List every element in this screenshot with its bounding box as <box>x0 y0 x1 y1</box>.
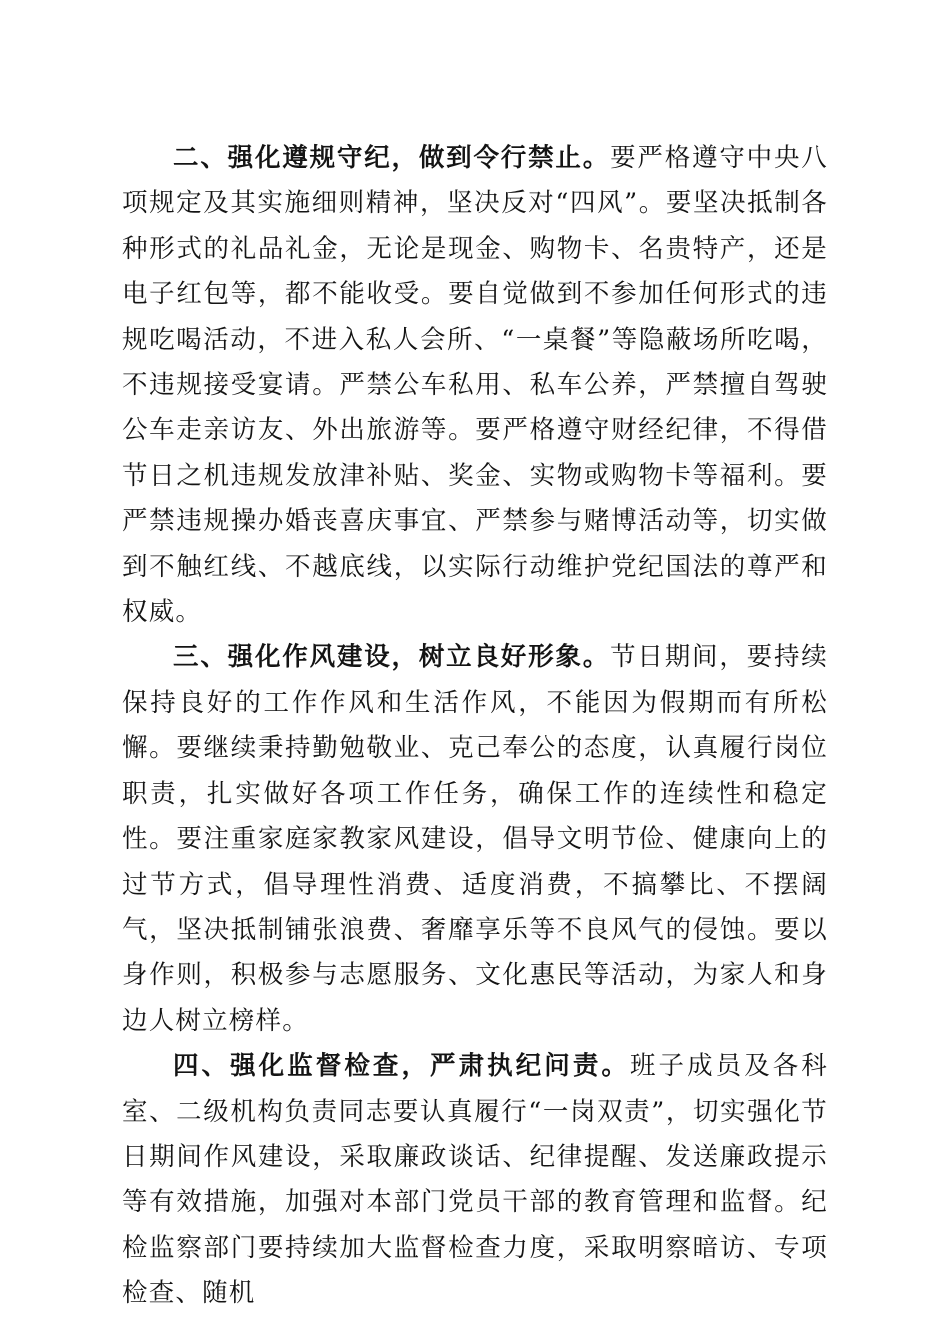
paragraph-supervision <box>122 1044 828 1316</box>
paragraph-heading: 二、强化遵规守纪，做到令行禁止。 <box>173 143 611 173</box>
document-body <box>122 136 828 1317</box>
paragraph-heading: 四、强化监督检查，严肃执纪问责。 <box>173 1051 630 1082</box>
paragraph-conduct <box>122 635 828 1044</box>
paragraph-text: 要严格遵守中央八项规定及其实施细则精神，坚决反对“四风”。要坚决抵制各种形式的礼品礼金，无论是现金、购物卡、名贵特产，还是电子红包等，都不能收受。要自觉做到不参加任何形式的违规吃喝活动，不进入私人会所、“一桌餐”等隐蔽场所吃喝，不违规接受宴请。严禁公车私用、私车公养，严禁擅自驾驶公车走亲访友、外出旅游等。要严格遵守财经纪律，不得借节日之机违规发放津补贴、奖金、实物或购物卡等福利。要严禁违规操办婚丧喜庆事宜、严禁参与赌博活动等，切实做到不触红线、不越底线，以实际行动维护党纪国法的尊严和权威。 <box>122 143 828 628</box>
paragraph-discipline <box>122 136 828 635</box>
paragraph-text: 节日期间，要持续保持良好的工作作风和生活作风，不能因为假期而有所松懈。要继续秉持勤勉敬业、克己奉公的态度，认真履行岗位职责，扎实做好各项工作任务，确保工作的连续性和稳定性。要注重家庭家教家风建设，倡导文明节俭、健康向上的过节方式，倡导理性消费、适度消费，不搞攀比、不摆阔气，坚决抵制铺张浪费、奢靡享乐等不良风气的侵蚀。要以身作则，积极参与志愿服务、文化惠民等活动，为家人和身边人树立榜样。 <box>122 642 828 1036</box>
paragraph-heading: 三、强化作风建设，树立良好形象。 <box>173 642 611 673</box>
paragraph-text: 班子成员及各科室、二级机构负责同志要认真履行“一岗双责”，切实强化节日期间作风建设，采取廉政谈话、纪律提醒、发送廉政提示等有效措施，加强对本部门党员干部的教育管理和监督。纪检监察部门要持续加大监督检查力度，采取明察暗访、专项检查、随机 <box>122 1051 829 1309</box>
